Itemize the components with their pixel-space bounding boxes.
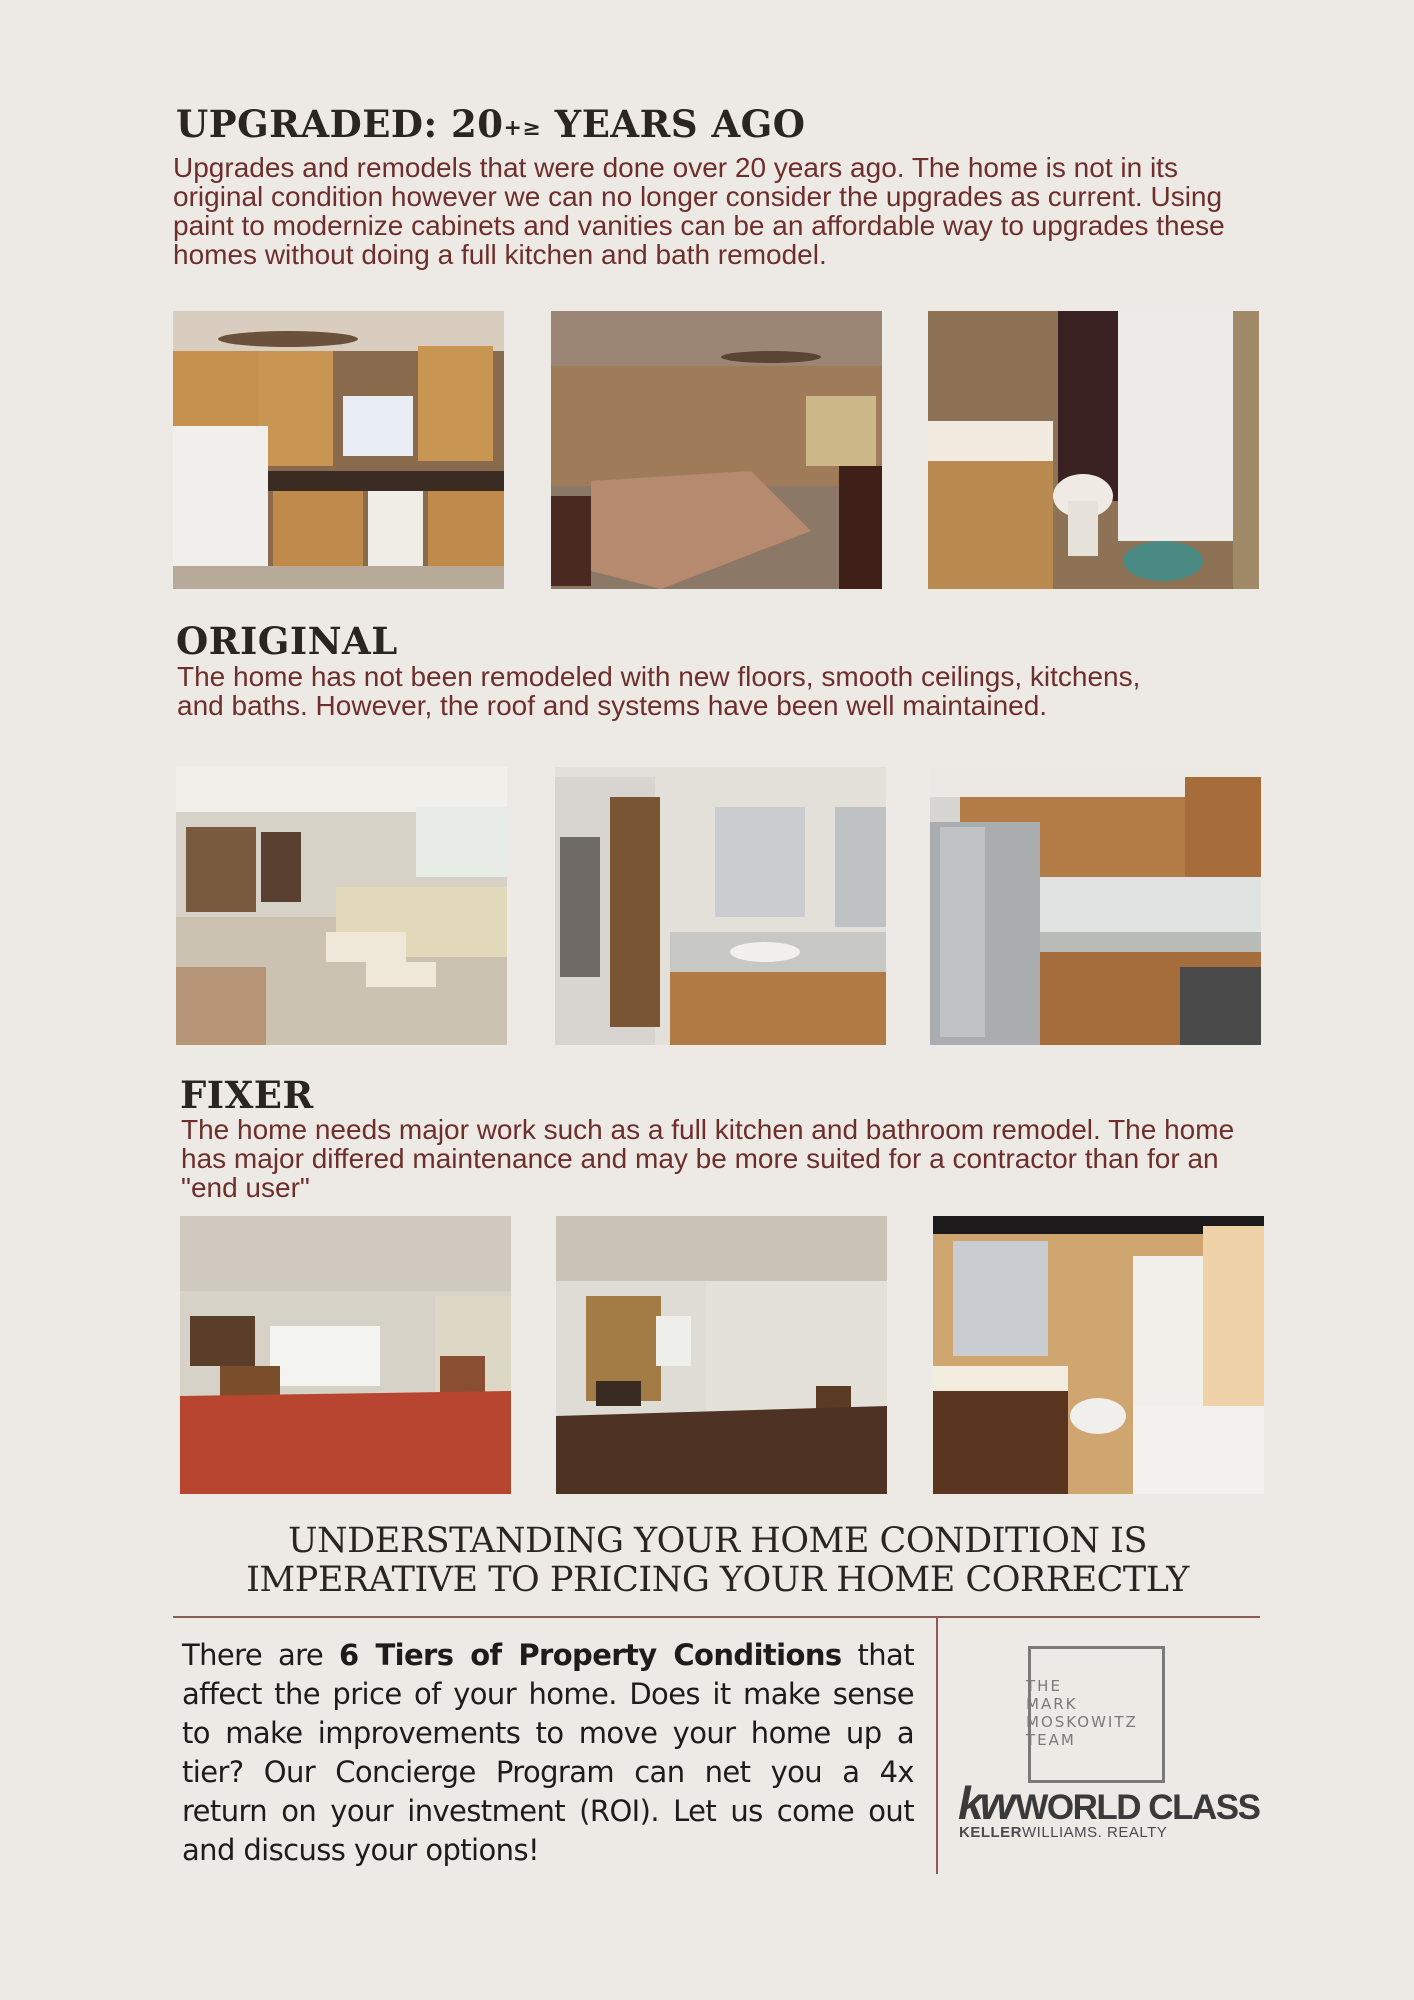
- photo-original-bathroom-vanity: [555, 767, 886, 1045]
- team-logo-text: [1026, 1677, 1138, 1749]
- title-sup: +≥: [503, 115, 542, 141]
- section-title-upgraded: [176, 102, 806, 146]
- team-logo-line: MARK: [1026, 1695, 1078, 1713]
- pitch-paragraph: [182, 1636, 914, 1870]
- photo-fixer-empty-bedroom: [556, 1216, 887, 1494]
- pitch-rest: that affect the price of your home. Does it make sense to make improvements to move your home up a tier? Our Concierge Program can net you a 4x return on your investment (ROI). Let us come out and discuss your options!: [182, 1638, 914, 1867]
- kw-logo: [958, 1776, 1259, 1830]
- photo-fixer-family-room: [180, 1216, 511, 1494]
- title-main: FIXER: [180, 1073, 314, 1117]
- photo-upgraded-kitchen: [173, 311, 504, 589]
- section-title-fixer: [180, 1073, 314, 1117]
- section-description-original: The home has not been remodeled with new floors, smooth ceilings, kitchens, and baths. However, the roof and systems have been well maintained.: [177, 661, 1141, 721]
- pitch-lead: There are: [182, 1638, 340, 1672]
- photo-upgraded-bedroom: [551, 311, 882, 589]
- photo-fixer-old-bathroom: [933, 1216, 1264, 1494]
- closing-banner: [175, 1522, 1260, 1600]
- team-logo-line: THE: [1026, 1677, 1062, 1695]
- photo-original-living-room: [176, 767, 507, 1045]
- banner-line-2: IMPERATIVE TO PRICING YOUR HOME CORRECTLY: [246, 1560, 1189, 1600]
- section-description-upgraded: Upgrades and remodels that were done over 20 years ago. The home is not in its original condition however we can no longer consider the upgrades as current. Using paint to modernize cabinets and vanities can be an affordable way to upgrades these homes without doing a full kitchen and bath remodel.: [173, 152, 1225, 270]
- title-main: UPGRADED: 20: [176, 102, 504, 146]
- pitch-bold: 6 Tiers of Property Conditions: [339, 1638, 842, 1672]
- section-title-original: [176, 619, 398, 663]
- horizontal-divider: [173, 1616, 1260, 1618]
- team-logo-line: TEAM: [1026, 1731, 1076, 1749]
- photo-upgraded-bathroom: [928, 311, 1259, 589]
- title-main: ORIGINAL: [176, 619, 398, 663]
- williams-realty: WILLIAMS. REALTY: [1022, 1824, 1168, 1841]
- banner-line-1: UNDERSTANDING YOUR HOME CONDITION IS: [288, 1521, 1147, 1561]
- photo-original-kitchen: [930, 767, 1261, 1045]
- keller-williams-subline: [959, 1824, 1167, 1841]
- title-rest: YEARS AGO: [541, 102, 806, 146]
- vertical-divider: [936, 1618, 938, 1874]
- section-description-fixer: The home needs major work such as a full kitchen and bathroom remodel. The home has major differed maintenance and may be more suited for a contractor than for an "end user": [181, 1114, 1235, 1203]
- team-logo-line: MOSKOWITZ: [1026, 1713, 1138, 1731]
- kw-world-class: WORLD CLASS: [1015, 1788, 1260, 1827]
- kw-mark: kw: [958, 1777, 1012, 1829]
- keller: KELLER: [959, 1824, 1022, 1841]
